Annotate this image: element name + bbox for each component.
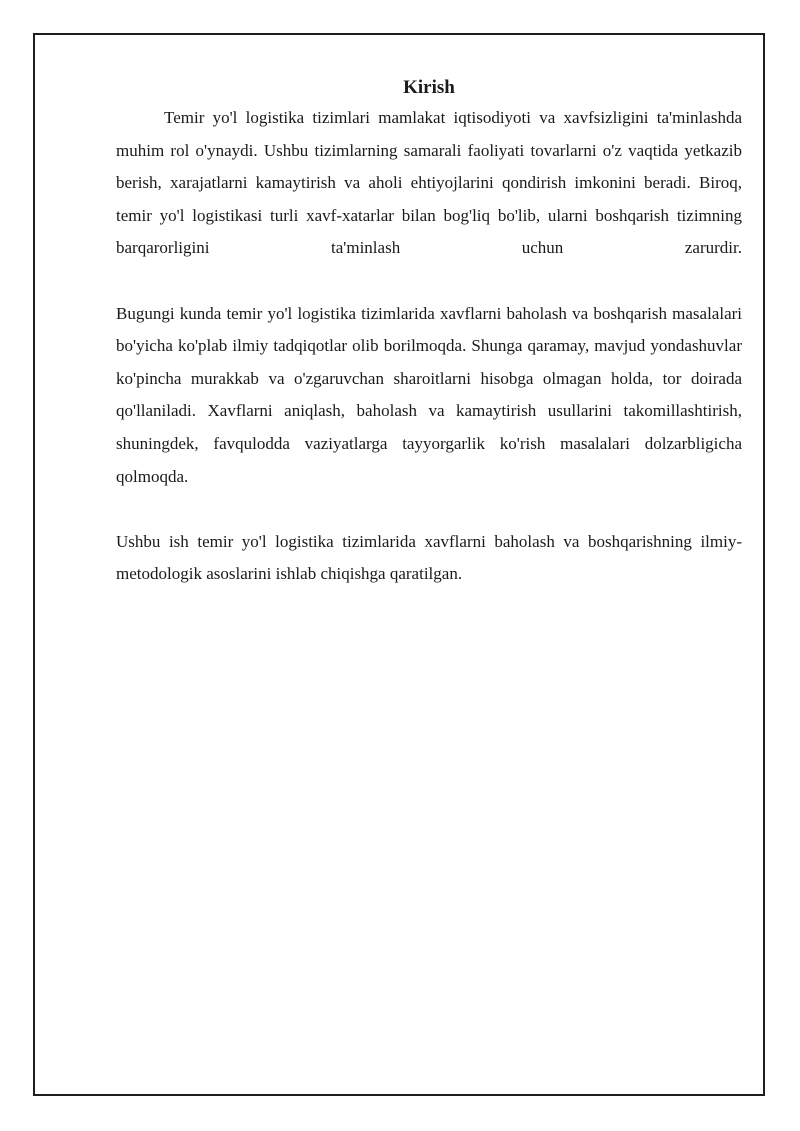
paragraph-1: Temir yo'l logistika tizimlari mamlakat iqtisodiyoti va xavfsizligini ta'minlashda muhim rol o'ynaydi. Ushbu tizimlarning samarali faoliyati tovarlarni o'z vaqtida yetkazib berish, xarajatlarni kamaytirish va aholi ehtiyojlarini qondirish imkonini beradi. Biroq, temir yo'l logistikasi turli xavf-xatarlar bilan bog'liq bo'lib, ularni boshqarish tizimning barqarorligini ta'minlash uchun zarurdir.	[116, 108, 742, 258]
page-title: Kirish	[403, 77, 455, 98]
paragraph-spacer	[116, 265, 742, 298]
paragraph-2: Bugungi kunda temir yo'l logistika tizimlarida xavflarni baholash va boshqarish masalalari bo'yicha ko'plab ilmiy tadqiqotlar olib borilmoqda. Shunga qaramay, mavjud yondashuvlar ko'pincha murakkab va o'zgaruvchan sharoitlarni hisobga olmagan holda, tor doirada qo'llaniladi. Xavflarni aniqlash, baholash va kamaytirish usullarini takomillashtirish, shuningdek, favqulodda vaziyatlarga tayyorgarlik ko'rish masalalari dolzarbligicha qolmoqda.	[116, 303, 742, 486]
paragraph-spacer	[116, 493, 742, 526]
paragraph-3: Ushbu ish temir yo'l logistika tizimlarida xavflarni baholash va boshqarishning ilmiy-metodologik asoslarini ishlab chiqishga qaratilgan.	[116, 531, 742, 584]
document-body	[116, 76, 742, 591]
